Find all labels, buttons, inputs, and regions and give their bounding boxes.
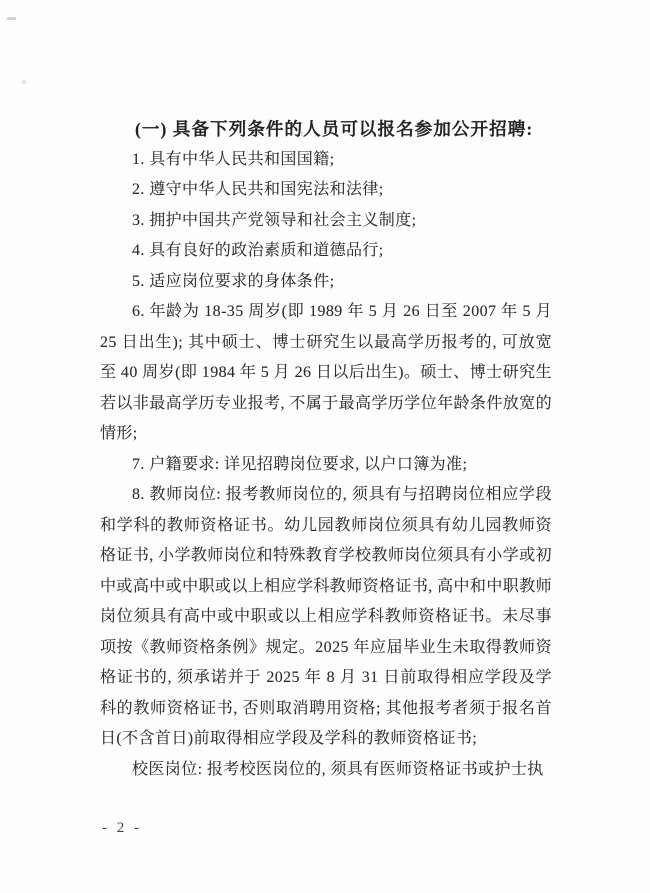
condition-item-2: 2. 遵守中华人民共和国宪法和法律; — [132, 181, 384, 198]
condition-item-8-teacher-qualification: 8. 教师岗位: 报考教师岗位的, 须具有与招聘岗位相应学段和学科的教师资格证书。幼儿园教师岗位须具有幼儿园教师资格证书, 小学教师岗位和特殊教育学校教师岗位须具有小学或初中或高中或中职或以上相应学科教师资格证书, 高中和中职教师岗位须具有高中或中职或以上相应学科教师资格证书。未尽事项按《教师资格条例》规定。2025 年应届毕业生未取得教师资格证书的, 须承诺并于 2025 年 8 月 31 日前取得相应学段及学科的教师资格证书, 否则取消聘用资格; 其他报考者须于报名首日(不含首日)前取得相应学段及学科的教师资格证书; — [100, 486, 552, 747]
scan-artifact — [7, 17, 16, 20]
condition-item-6-age: 6. 年龄为 18-35 周岁(即 1989 年 5 月 26 日至 2007 年 5 月 25 日出生); 其中硕士、博士研究生以最高学历报考的, 可放宽至 40 周岁(即 1984 年 5 月 26 日以后出生)。硕士、博士研究生若以非最高学历专业报考, 不属于最高学历学位年龄条件放宽的情形; — [100, 303, 552, 442]
paragraph-school-doctor: 校医岗位: 报考校医岗位的, 须具有医师资格证书或护士执 — [132, 760, 544, 778]
scan-artifact — [22, 80, 26, 84]
section-heading: (一) 具备下列条件的人员可以报名参加公开招聘: — [135, 119, 534, 139]
page-number: - 2 - — [102, 820, 142, 836]
condition-item-5: 5. 适应岗位要求的身体条件; — [132, 272, 335, 290]
condition-item-4: 4. 具有良好的政治素质和道德品行; — [132, 242, 384, 259]
condition-item-7-household: 7. 户籍要求: 详见招聘岗位要求, 以户口簿为准; — [132, 455, 468, 473]
condition-item-3: 3. 拥护中国共产党领导和社会主义制度; — [132, 211, 417, 229]
document-body — [100, 114, 552, 785]
condition-item-1: 1. 具有中华人民共和国国籍; — [132, 150, 335, 168]
